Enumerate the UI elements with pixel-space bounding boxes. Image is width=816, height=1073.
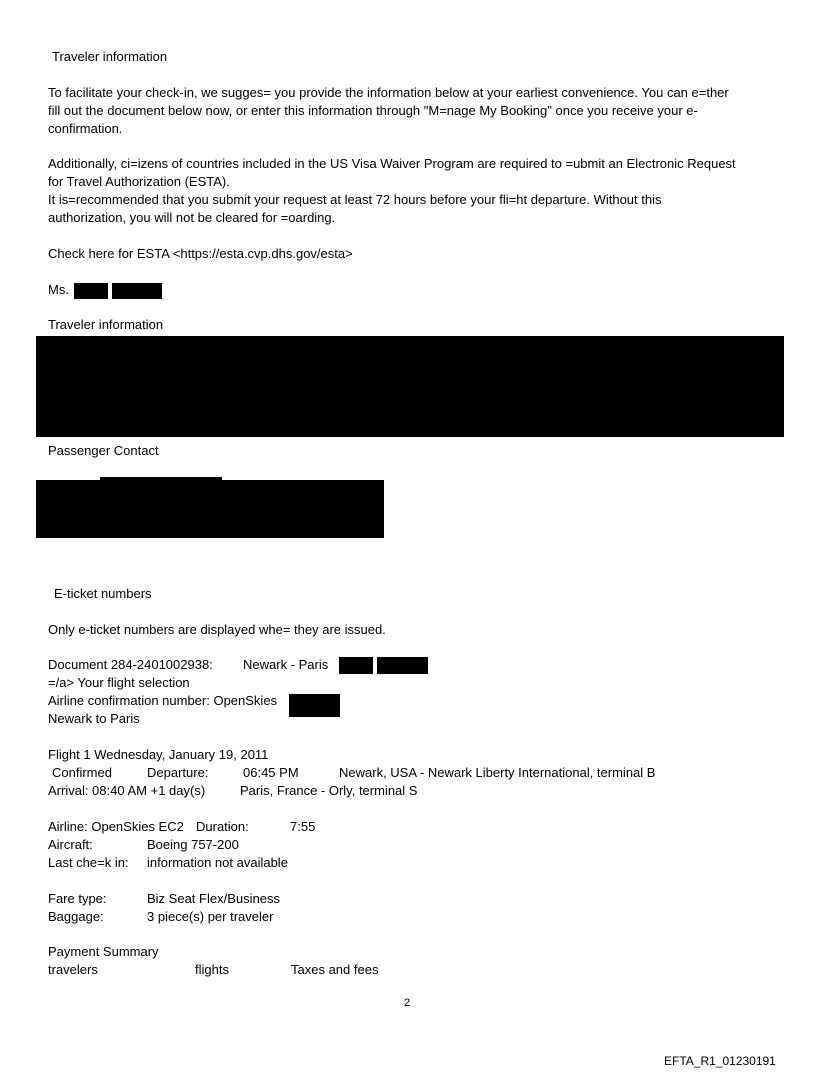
- details-duration-label: Duration:: [196, 819, 249, 834]
- payment-col-travelers: travelers: [48, 962, 98, 977]
- intro-line-3: confirmation.: [48, 121, 123, 136]
- flight1-status: Confirmed: [52, 765, 112, 780]
- redaction-last-name: [112, 283, 162, 299]
- flight1-header: Flight 1 Wednesday, January 19, 2011: [48, 747, 269, 762]
- flight1-departure-label: Departure:: [147, 765, 209, 780]
- baggage-label: Baggage:: [48, 909, 104, 924]
- flight1-arrival: Arrival: 08:40 AM +1 day(s): [48, 783, 206, 798]
- flight1-departure-time: 06:45 PM: [243, 765, 299, 780]
- redaction-first-name: [74, 283, 108, 299]
- payment-col-taxes: Taxes and fees: [291, 962, 379, 977]
- redaction-doc-name-1: [339, 657, 373, 674]
- flight1-departure-place: Newark, USA - Newark Liberty International, terminal B: [339, 765, 656, 780]
- details-checkin: information not available: [147, 855, 288, 870]
- additional-line-4: authorization, you will not be cleared for =oarding.: [48, 210, 336, 225]
- details-duration: 7:55: [290, 819, 316, 834]
- fare-type-label: Fare type:: [48, 891, 107, 906]
- traveler-info-label: Traveler information: [48, 317, 164, 332]
- payment-summary-title: Payment Summary: [48, 944, 159, 959]
- redaction-doc-name-2: [377, 657, 428, 674]
- details-aircraft: Boeing 757-200: [147, 837, 239, 852]
- title-ms: Ms.: [48, 282, 69, 297]
- additional-line-1: Additionally, ci=izens of countries included in the US Visa Waiver Program are required to =ubmit an Electronic Request: [48, 156, 736, 171]
- document-route: Newark - Paris: [243, 657, 329, 672]
- eticket-title: E-ticket numbers: [54, 586, 152, 601]
- airline-confirmation: Airline confirmation number: OpenSkies: [48, 693, 278, 708]
- esta-link[interactable]: Check here for ESTA <https://esta.cvp.dhs.gov/esta>: [48, 246, 353, 261]
- fare-type: Biz Seat Flex/Business: [147, 891, 280, 906]
- redaction-confirmation-number: [289, 694, 340, 717]
- route-line: Newark to Paris: [48, 711, 140, 726]
- eticket-note: Only e-ticket numbers are displayed whe= they are issued.: [48, 622, 386, 637]
- intro-line-2: fill out the document below now, or enter this information through "M=nage My Booking" once you receive your e-: [48, 103, 698, 118]
- details-checkin-label: Last che=k in:: [48, 855, 129, 870]
- document-number: Document 284-2401002938:: [48, 657, 213, 672]
- additional-line-3: It is=recommended that you submit your request at least 72 hours before your fli=ht departure. Without this: [48, 192, 662, 207]
- passenger-contact-label: Passenger Contact: [48, 443, 159, 458]
- redaction-contact: [36, 480, 384, 538]
- intro-line-1: To facilitate your check-in, we sugges= you provide the information below at your earliest convenience. You can e=ther: [48, 85, 729, 100]
- flight-selection: =/a> Your flight selection: [48, 675, 190, 690]
- page-number: 2: [404, 997, 411, 1009]
- redaction-traveler-info: [36, 336, 784, 437]
- flight1-arrival-place: Paris, France - Orly, terminal S: [240, 783, 418, 798]
- footer-document-id: EFTA_R1_01230191: [664, 1054, 776, 1068]
- payment-col-flights: flights: [195, 962, 229, 977]
- baggage: 3 piece(s) per traveler: [147, 909, 274, 924]
- additional-line-2: for Travel Authorization (ESTA).: [48, 174, 230, 189]
- section-title-traveler-info: Traveler information: [52, 49, 168, 64]
- details-airline: Airline: OpenSkies EC2: [48, 819, 184, 834]
- details-aircraft-label: Aircraft:: [48, 837, 93, 852]
